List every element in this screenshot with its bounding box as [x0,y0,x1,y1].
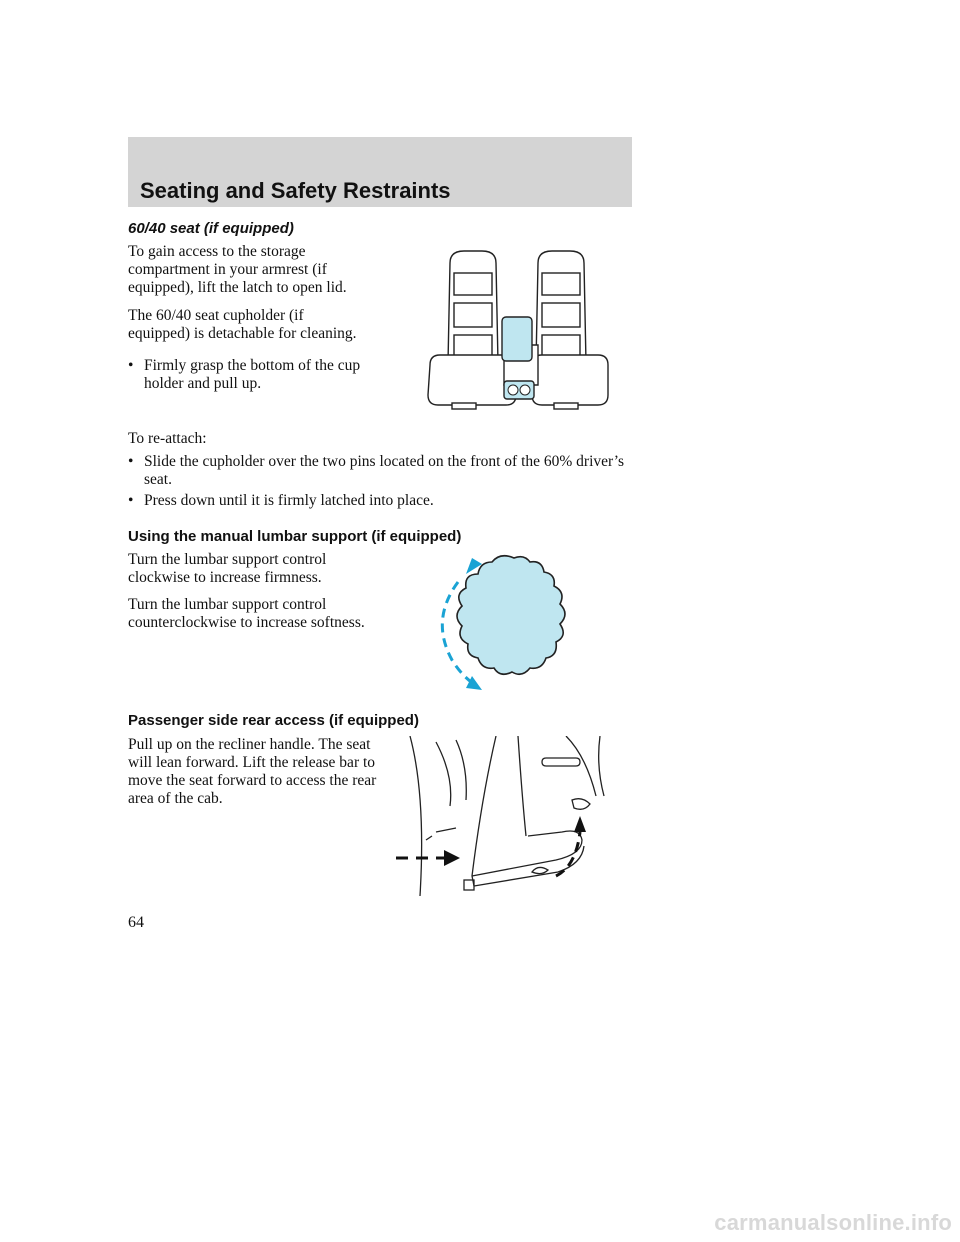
cupholder-bump [572,799,590,810]
door-edge [410,736,422,896]
bullet-dot: • [128,453,134,470]
seat-6040-illustration [420,245,630,413]
section-title: Seating and Safety Restraints [140,178,451,203]
cup-ring-right [520,385,530,395]
seat-back-outline-inner [456,740,466,800]
forward-arrow-head [444,850,460,866]
seat-back-rear [518,736,526,836]
watermark: carmanualsonline.info [714,1210,952,1235]
bullet-slide-cupholder [128,453,654,489]
left-seat-cushion [428,355,516,405]
bullet-text: Slide the cupholder over the two pins located on the front of the 60% driver’s seat. [144,453,625,488]
bullet-grasp-cupholder [128,357,382,393]
right-seat-panel-2 [542,303,580,327]
release-bar [532,867,548,873]
seat-back-front [472,736,496,886]
bullet-dot: • [128,492,134,509]
bullet-dot: • [128,357,134,374]
left-seat-foot [452,403,476,409]
right-seat-foot [554,403,578,409]
lift-arrow-line [556,832,580,876]
seat-back-outline-left [436,742,451,806]
bullet-text: Firmly grasp the bottom of the cup holder and pull up. [144,357,361,392]
left-seat-panel-1 [454,273,492,295]
floor-lines [426,828,456,840]
page-number: 64 [128,914,144,931]
paragraph-lumbar-softness: Turn the lumbar support control counterclockwise to increase softness. [128,596,365,631]
paragraph-cupholder-detachable: The 60/40 seat cupholder (if equipped) is detachable for cleaning. [128,307,357,342]
heading-6040-seat: 60/40 seat (if equipped) [128,220,294,237]
rear-panel [599,736,604,796]
right-seat-panel-1 [542,273,580,295]
paragraph-lumbar-firmness: Turn the lumbar support control clockwise to increase firmness. [128,551,327,586]
seat-cushion-bottom [474,846,584,886]
rear-access-illustration [396,736,636,902]
paragraph-armrest-storage: To gain access to the storage compartment in your armrest (if equipped), lift the latch to open lid. [128,243,347,296]
paragraph-rear-access: Pull up on the recliner handle. The seat will lean forward. Lift the release bar to move the seat forward to access the rear area of the cab. [128,736,377,807]
bullet-press-down [128,492,654,510]
cup-ring-left [508,385,518,395]
paragraph-reattach: To re-attach: [128,430,207,447]
heading-rear-access: Passenger side rear access (if equipped) [128,712,419,729]
lift-arrow-head [574,816,586,832]
console-slot [542,758,580,766]
lumbar-knob-illustration [420,552,590,694]
left-seat-panel-2 [454,303,492,327]
lumbar-knob [457,556,565,675]
armrest-lid [502,317,532,361]
bullet-text: Press down until it is firmly latched into place. [144,492,434,509]
heading-lumbar-support: Using the manual lumbar support (if equipped) [128,528,462,545]
right-seat-cushion [532,355,608,405]
